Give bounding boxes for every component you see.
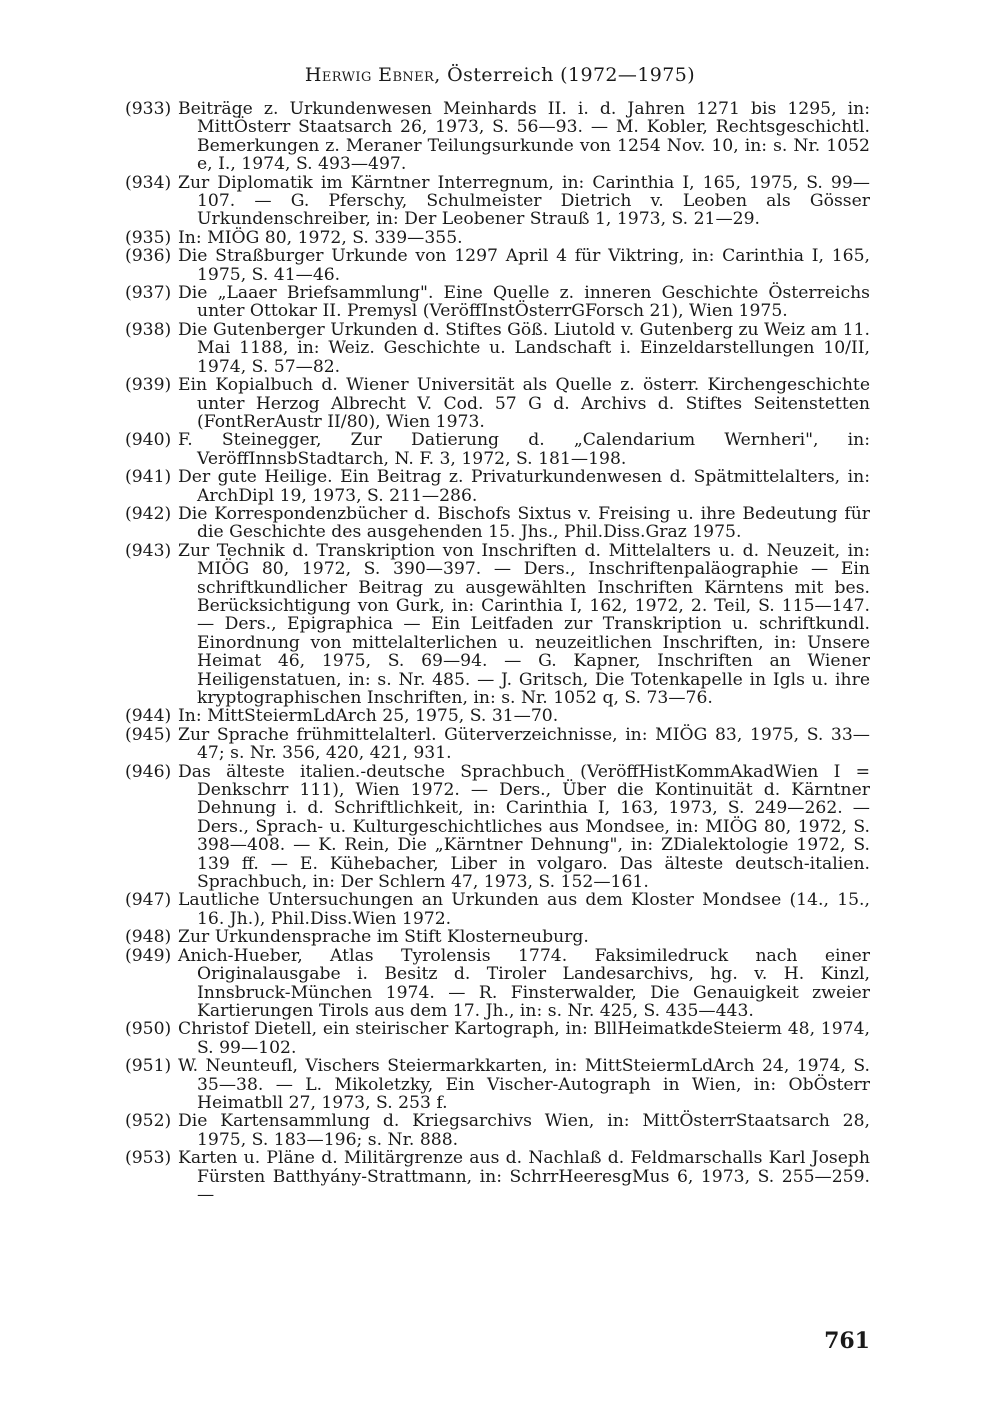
entry-text: Zur Technik d. Transkription von Inschriften d. Mittelalters u. d. Neuzeit, in: MIÖG 80, 1972, S. 390—397. — Ders., Inschriftenpaläographie — Ein schriftkundlicher Beitrag zu ausgewählten Inschriften Kärntens mit bes. Berücksichtigung von Gurk, in: Carinthia I, 162, 1972, 2. Teil, S. 115—147. — Ders., Epigraphica — Ein Leitfaden zur Transkription u. schriftkundl. Einordnung von mittelalterlichen u. neuzeitlichen Inschriften, in: Unsere Heimat 46, 1975, S. 69—94. — G. Kapner, Inschriften an Wiener Heiligenstatuen, in: s. Nr. 485. — J. Gritsch, Die Totenkapelle in Igls u. ihre kryptographischen Inschriften, in: s. Nr. 1052 q, S. 73—76.	[178, 540, 870, 708]
entry-text: In: MIÖG 80, 1972, S. 339—355.	[178, 227, 463, 248]
entry-number: (946)	[125, 761, 172, 782]
bibliography-entry	[125, 1020, 870, 1057]
header-author: Herwig Ebner	[304, 64, 435, 86]
entry-text: F. Steinegger, Zur Datierung d. „Calendarium Wernheri", in: VeröffInnsbStadtarch, N. F. 3, 1972, S. 181—198.	[178, 430, 870, 469]
entry-number: (944)	[125, 706, 172, 727]
entry-text: W. Neunteufl, Vischers Steiermarkkarten, in: MittSteiermLdArch 24, 1974, S. 35—38. — L. Mikoletzky, Ein Vischer-Autograph in Wien, in: ObÖsterr Heimatbll 27, 1973, S. 253 f.	[178, 1056, 870, 1113]
entry-number: (952)	[125, 1111, 172, 1132]
entry-number: (948)	[125, 927, 172, 948]
entry-text: Die Kartensammlung d. Kriegsarchivs Wien, in: MittÖsterrStaatsarch 28, 1975, S. 183—196; s. Nr. 888.	[178, 1111, 870, 1150]
bibliography-entry	[125, 928, 870, 946]
entry-number: (936)	[125, 246, 172, 267]
bibliography-entry	[125, 321, 870, 376]
entry-text: Zur Sprache frühmittelalterl. Güterverzeichnisse, in: MIÖG 83, 1975, S. 33—47; s. Nr. 356, 420, 421, 931.	[178, 724, 870, 764]
entry-number: (951)	[125, 1056, 172, 1077]
entry-number: (934)	[125, 172, 172, 193]
entry-text: Karten u. Pläne d. Militärgrenze aus d. Nachlaß d. Feldmarschalls Karl Joseph Fürsten Batthyány-Strattmann, in: SchrrHeeresgMus 6, 1973, S. 255—259. —	[178, 1148, 870, 1205]
bibliography-entry	[125, 229, 870, 247]
entry-number: (939)	[125, 375, 172, 396]
entry-number: (943)	[125, 540, 172, 561]
entry-text: Anich-Hueber, Atlas Tyrolensis 1774. Faksimiledruck nach einer Originalausgabe i. Besitz d. Tiroler Landesarchivs, hg. v. H. Kinzl, Innsbruck-München 1974. — R. Finsterwalder, Die Genauigkeit zweier Kartierungen Tirols aus dem 17. Jh., in: s. Nr. 425, S. 435—443.	[178, 945, 870, 1021]
entry-number: (940)	[125, 430, 172, 451]
bibliography-entry	[125, 505, 870, 542]
entry-text: Ein Kopialbuch d. Wiener Universität als Quelle z. österr. Kirchengeschichte unter Herzog Albrecht V. Cod. 57 G d. Archivs d. Stiftes Seitenstetten (FontRerAustr II/80), Wien 1973.	[178, 375, 870, 432]
bibliography-entry	[125, 100, 870, 174]
entry-text: Zur Urkundensprache im Stift Klosterneuburg.	[178, 927, 589, 948]
entry-number: (950)	[125, 1019, 172, 1040]
entry-text: Zur Diplomatik im Kärntner Interregnum, in: Carinthia I, 165, 1975, S. 99—107. — G. Pferschy, Schulmeister Dietrich v. Leoben als Gösser Urkundenschreiber, in: Der Leobener Strauß 1, 1973, S. 21—29.	[178, 172, 870, 230]
entry-number: (945)	[125, 724, 172, 745]
header-title: Österreich (1972—1975)	[447, 64, 696, 86]
page-number: 761	[824, 1328, 870, 1354]
entry-text: Das älteste italien.-deutsche Sprachbuch (VeröffHistKommAkadWien I = Denkschrr 111), Wien 1972. — Ders., Über die Kontinuität d. Kärntner Dehnung i. d. Schriftlichkeit, in: Carinthia I, 163, 1973, S. 249—262. — Ders., Sprach- u. Kulturgeschichtliches aus Mondsee, in: MIÖG 80, 1972, S. 398—408. — K. Rein, Die „Kärntner Dehnung", in: ZDialektologie 1972, S. 139 ff. — E. Kühebacher, Liber in volgaro. Das älteste deutsch-italien. Sprachbuch, in: Der Schlern 47, 1973, S. 152—161.	[178, 761, 870, 893]
bibliography-entry	[125, 174, 870, 229]
entry-text: Die „Laaer Briefsammlung". Eine Quelle z. inneren Geschichte Österreichs unter Ottokar II. Premysl (VeröffInstÖsterrGForsch 21), Wien 1975.	[178, 283, 870, 322]
bibliography-entry	[125, 707, 870, 725]
entry-text: Die Gutenberger Urkunden d. Stiftes Göß. Liutold v. Gutenberg zu Weiz am 11. Mai 1188, in: Weiz. Geschichte u. Landschaft i. Einzeldarstellungen 10/II, 1974, S. 57—82.	[178, 319, 870, 377]
entry-number: (935)	[125, 227, 172, 248]
entry-number: (953)	[125, 1148, 172, 1169]
bibliography-entry	[125, 763, 870, 892]
bibliography-entry	[125, 542, 870, 708]
bibliography-entry	[125, 1057, 870, 1112]
bibliography-entry	[125, 247, 870, 284]
entry-text: Christof Dietell, ein steirischer Kartograph, in: BllHeimatkdeSteierm 48, 1974, S. 99—102.	[178, 1019, 870, 1058]
running-header: Herwig Ebner, Österreich (1972—1975)	[304, 64, 696, 86]
entry-text: Die Korrespondenzbücher d. Bischofs Sixtus v. Freising u. ihre Bedeutung für die Geschichte des ausgehenden 15. Jhs., Phil.Diss.Graz 1975.	[178, 503, 870, 543]
bibliography-entry	[125, 468, 870, 505]
entry-number: (941)	[125, 467, 172, 488]
entry-text: Der gute Heilige. Ein Beitrag z. Privaturkundenwesen d. Spätmittelalters, in: ArchDipl 19, 1973, S. 211—286.	[178, 467, 870, 506]
bibliography-entry	[125, 726, 870, 763]
entry-number: (933)	[125, 99, 172, 119]
bibliography-list	[125, 100, 870, 1204]
bibliography-entry	[125, 1149, 870, 1204]
bibliography-entry	[125, 376, 870, 431]
entry-text: In: MittSteiermLdArch 25, 1975, S. 31—70.	[178, 706, 559, 727]
bibliography-entry	[125, 891, 870, 928]
entry-number: (942)	[125, 503, 172, 524]
bibliography-entry	[125, 947, 870, 1021]
entry-number: (938)	[125, 319, 172, 340]
entry-text: Lautliche Untersuchungen an Urkunden aus dem Kloster Mondsee (14., 15., 16. Jh.), Phil.Diss.Wien 1972.	[178, 890, 870, 929]
bibliography-entry	[125, 284, 870, 321]
bibliography-entry	[125, 431, 870, 468]
entry-text: Beiträge z. Urkundenwesen Meinhards II. i. d. Jahren 1271 bis 1295, in: MittÖsterr Staatsarch 26, 1973, S. 56—93. — M. Kobler, Rechtsgeschichtl. Bemerkungen z. Meraner Teilungsurkunde von 1254 Nov. 10, in: s. Nr. 1052 e, I., 1974, S. 493—497.	[178, 99, 870, 175]
bibliography-entry	[125, 1112, 870, 1149]
entry-text: Die Straßburger Urkunde von 1297 April 4 für Viktring, in: Carinthia I, 165, 1975, S. 41—46.	[178, 246, 870, 285]
entry-number: (947)	[125, 890, 172, 911]
entry-number: (949)	[125, 945, 172, 966]
entry-number: (937)	[125, 283, 172, 304]
